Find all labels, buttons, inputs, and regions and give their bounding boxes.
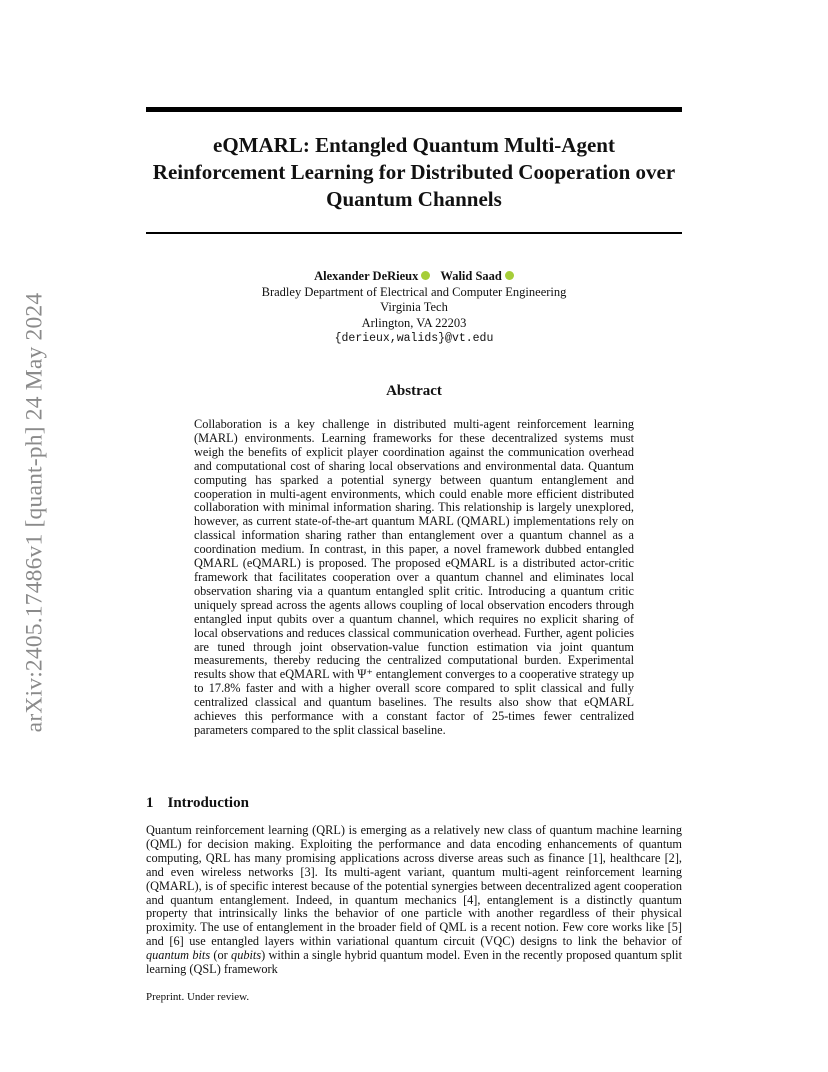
introduction-text xyxy=(146,824,682,977)
abstract-text: Collaboration is a key challenge in distributed multi-agent reinforcement learning (MARL) environments. Learning frameworks for these decentralized systems must weigh the benefits of explicit player coordination against the communication overhead and computational cost of sharing local observations and environmental data. Quantum computing has sparked a potential synergy between quantum entanglement and cooperation in multi-agent environments, which could enable more efficient distributed collaboration with minimal information sharing. This relationship is largely unexplored, however, as current state-of-the-art quantum MARL (QMARL) implementations rely on classical information sharing rather than entanglement over a quantum channel as a coordination medium. In contrast, in this paper, a novel framework dubbed entangled QMARL (eQMARL) is proposed. The proposed eQMARL is a distributed actor-critic framework that facilitates cooperation over a quantum channel and eliminates local observation sharing via a quantum entangled split critic. Introducing a quantum critic uniquely spread across the agents allows coupling of local observation encoders through entangled input qubits over a quantum channel, which requires no explicit sharing of local observations and reduces classical communication overhead. Further, agent policies are tuned through joint observation-value function estimation via joint quantum measurements, thereby reducing the centralized computational burden. Experimental results show that eQMARL with Ψ⁺ entanglement converges to a cooperative strategy up to 17.8% faster and with a higher overall score compared to split classical and fully centralized classical and quantum baselines. The results also show that eQMARL achieves this performance with a constant factor of 25-times fewer centralized parameters compared to the split classical baseline. xyxy=(194,417,634,737)
affiliation-department: Bradley Department of Electrical and Computer Engineering xyxy=(261,284,567,299)
author-email: {derieux,walids}@vt.edu xyxy=(334,332,494,345)
intro-emphasis: qubits xyxy=(231,948,262,963)
abstract-heading: Abstract xyxy=(386,383,442,399)
section-heading xyxy=(146,795,249,812)
arxiv-sidebar xyxy=(18,268,52,756)
intro-emphasis: quantum bits xyxy=(146,948,211,963)
orcid-icon[interactable] xyxy=(505,271,514,280)
intro-text-part: (or xyxy=(210,948,232,963)
arxiv-identifier: arXiv:2405.17486v1 [quant-ph] 24 May 2024 xyxy=(21,292,48,732)
author-name: Alexander DeRieux xyxy=(314,269,419,283)
orcid-icon[interactable] xyxy=(421,271,430,280)
affiliation-address: Arlington, VA 22203 xyxy=(361,315,467,330)
section-number: 1 xyxy=(146,795,154,811)
intro-text-part: Quantum reinforcement learning (QRL) is emerging as a relatively new class of quantum machine learning (QML) for decision making. Exploiting the performance and data encoding enhancements of quantum computing, QRL has many promising applications across diverse areas such as finance [1], healthcare [2], and even wireless networks [3]. Its multi-agent variant, quantum multi-agent reinforcement learning (QMARL), is of specific interest because of the potential synergies between decentralized agent cooperation and quantum entanglement. Indeed, in quantum mechanics [4], entanglement is a distinctly quantum property that intrinsically links the behavior of one particle with another regardless of their physical proximity. The use of entanglement in the broader field of QML is a recent notion. Few core works like [5] and [6] use entangled layers within variational quantum circuit (VQC) designs to link the behavior of xyxy=(146,823,682,949)
author-names xyxy=(146,269,682,285)
affiliation-university: Virginia Tech xyxy=(380,300,448,314)
intro-text-part: ) within a single hybrid quantum model. Even in the recently proposed quantum split learning (QSL) framework xyxy=(146,948,682,977)
title-bottom-rule xyxy=(146,232,682,234)
paper-title: eQMARL: Entangled Quantum Multi-Agent Reinforcement Learning for Distributed Cooperation over Quantum Channels xyxy=(152,133,676,211)
author-block xyxy=(146,269,682,347)
section-title: Introduction xyxy=(167,795,249,811)
preprint-footer: Preprint. Under review. xyxy=(146,991,250,1003)
author-name: Walid Saad xyxy=(440,269,502,283)
title-top-rule xyxy=(146,107,682,112)
